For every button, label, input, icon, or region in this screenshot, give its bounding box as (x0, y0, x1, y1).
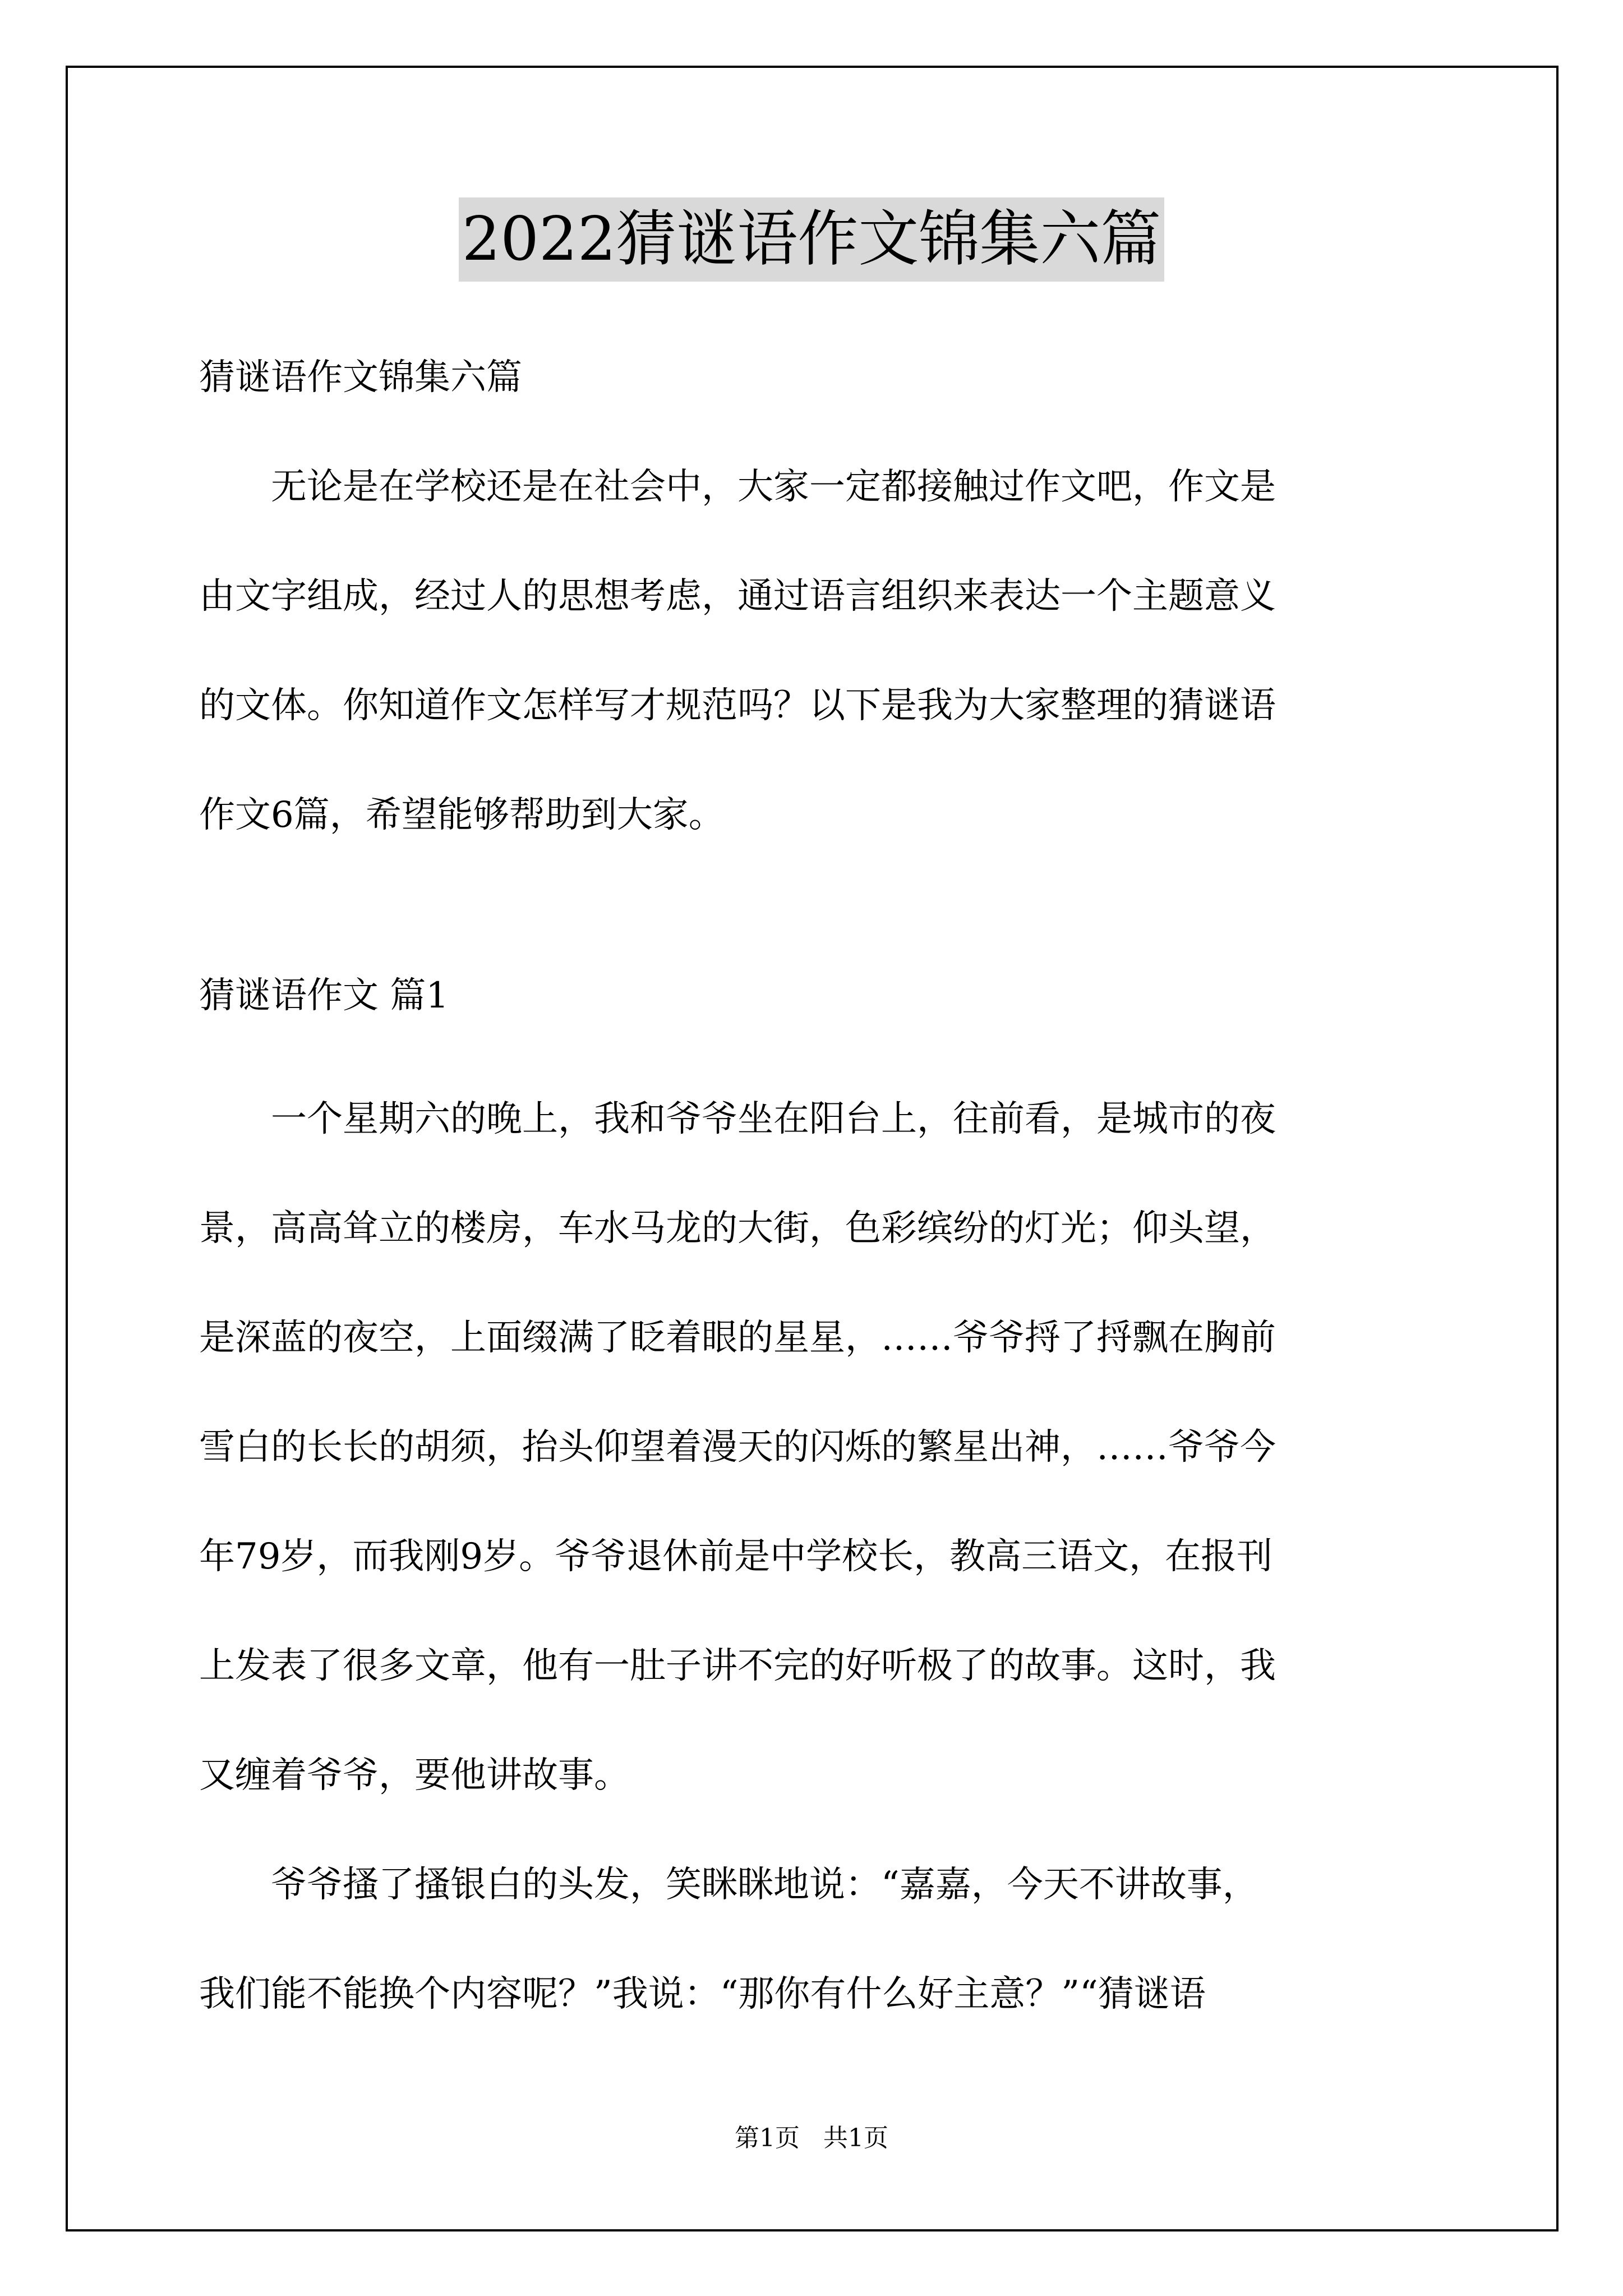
body-line: 上发表了很多文章，他有一肚子讲不完的好听极了的故事。这时，我 (199, 1645, 1276, 1687)
body-line: 作文6篇，希望能够帮助到大家。 (199, 794, 725, 836)
section-heading: 猜谜语作文 篇1 (199, 975, 449, 1016)
document-title: 2022猜谜语作文锦集六篇 (459, 197, 1165, 282)
body-line: 爷爷搔了搔银白的头发，笑眯眯地说：“嘉嘉，今天不讲故事， (199, 1864, 1258, 1906)
body-line: 一个星期六的晚上，我和爷爷坐在阳台上，往前看，是城市的夜 (199, 1098, 1276, 1140)
body-line: 由文字组成，经过人的思想考虑，通过语言组织来表达一个主题意义 (199, 576, 1276, 617)
body-line: 景，高高耸立的楼房，车水马龙的大街，色彩缤纷的灯光；仰头望， (199, 1208, 1276, 1249)
subtitle-line: 猜谜语作文锦集六篇 (199, 357, 522, 398)
body-line: 又缠着爷爷，要他讲故事。 (199, 1755, 630, 1796)
body-line: 的文体。你知道作文怎样写才规范吗？以下是我为大家整理的猜谜语 (199, 685, 1276, 726)
page-number-footer: 第1页 共1页 (735, 2124, 888, 2152)
body-line: 是深蓝的夜空，上面缀满了眨着眼的星星，……爷爷捋了捋飘在胸前 (199, 1317, 1276, 1359)
title-container (0, 197, 1623, 282)
body-line: 年79岁，而我刚9岁。爷爷退休前是中学校长，教高三语文，在报刊 (199, 1536, 1273, 1577)
body-line: 我们能不能换个内容呢？”我说：“那你有什么好主意？”“猜谜语 (199, 1973, 1206, 2015)
body-line: 无论是在学校还是在社会中，大家一定都接触过作文吧，作文是 (199, 466, 1276, 508)
body-line: 雪白的长长的胡须，抬头仰望着漫天的闪烁的繁星出神，……爷爷今 (199, 1427, 1276, 1468)
